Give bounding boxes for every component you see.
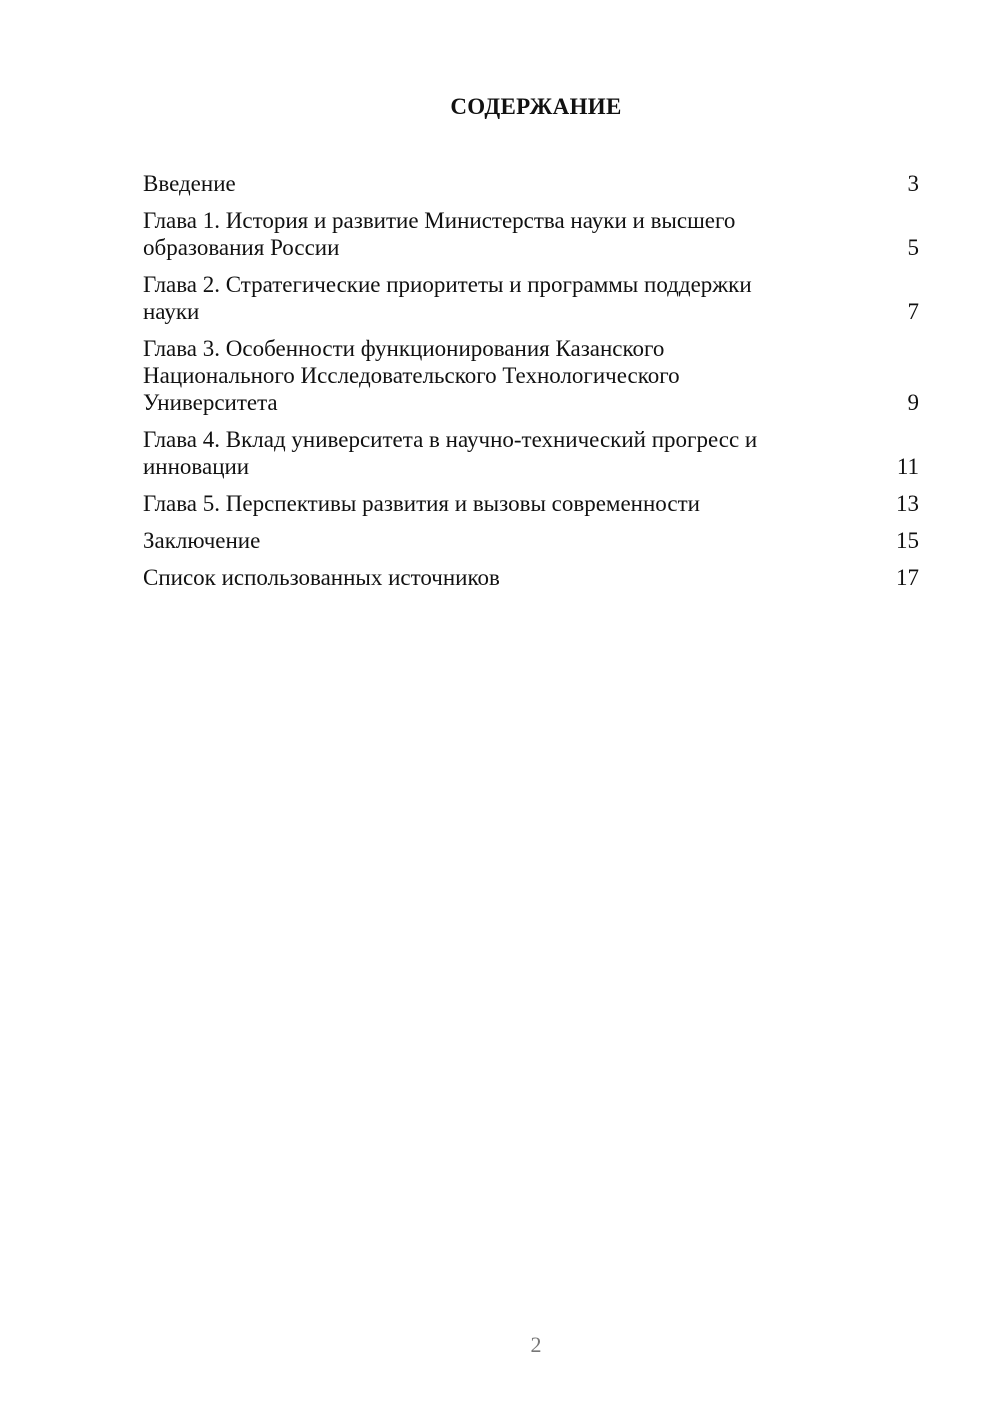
toc-entry-references[interactable] [143, 564, 919, 591]
toc-entry-page: 15 [896, 528, 919, 553]
page-number: 2 [530, 1332, 542, 1357]
toc-entry-conclusion[interactable] [143, 527, 919, 554]
toc-entry-chapter-4[interactable] [143, 426, 919, 480]
toc-entry-page: 5 [907, 235, 919, 260]
toc-entry-chapter-3[interactable] [143, 335, 919, 416]
toc-entry-page: 7 [907, 299, 919, 324]
toc-entry-text: Введение [143, 171, 236, 196]
table-of-contents [143, 170, 919, 601]
toc-entry-page: 17 [896, 565, 919, 590]
toc-entry-page: 13 [896, 491, 919, 516]
toc-entry-page: 3 [907, 171, 919, 196]
toc-entry-text: Список использованных источников [143, 565, 500, 590]
toc-entry-page: 9 [907, 390, 919, 415]
toc-entry-text: Глава 4. Вклад университета в научно-технический прогресс и инновации [143, 427, 758, 479]
toc-entry-introduction[interactable] [143, 170, 919, 197]
toc-entry-text: Глава 1. История и развитие Министерства науки и высшего образования России [143, 208, 736, 260]
toc-entry-chapter-1[interactable] [143, 207, 919, 261]
toc-entry-chapter-2[interactable] [143, 271, 919, 325]
toc-entry-page: 11 [896, 454, 919, 479]
toc-title: СОДЕРЖАНИЕ [450, 94, 622, 119]
toc-entry-text: Глава 2. Стратегические приоритеты и программы поддержки науки [143, 272, 752, 324]
toc-entry-chapter-5[interactable] [143, 490, 919, 517]
toc-entry-text: Заключение [143, 528, 261, 553]
toc-entry-text: Глава 3. Особенности функционирования Казанского Национального Исследовательского Технологического Университета [143, 336, 680, 415]
toc-entry-text: Глава 5. Перспективы развития и вызовы современности [143, 491, 700, 516]
